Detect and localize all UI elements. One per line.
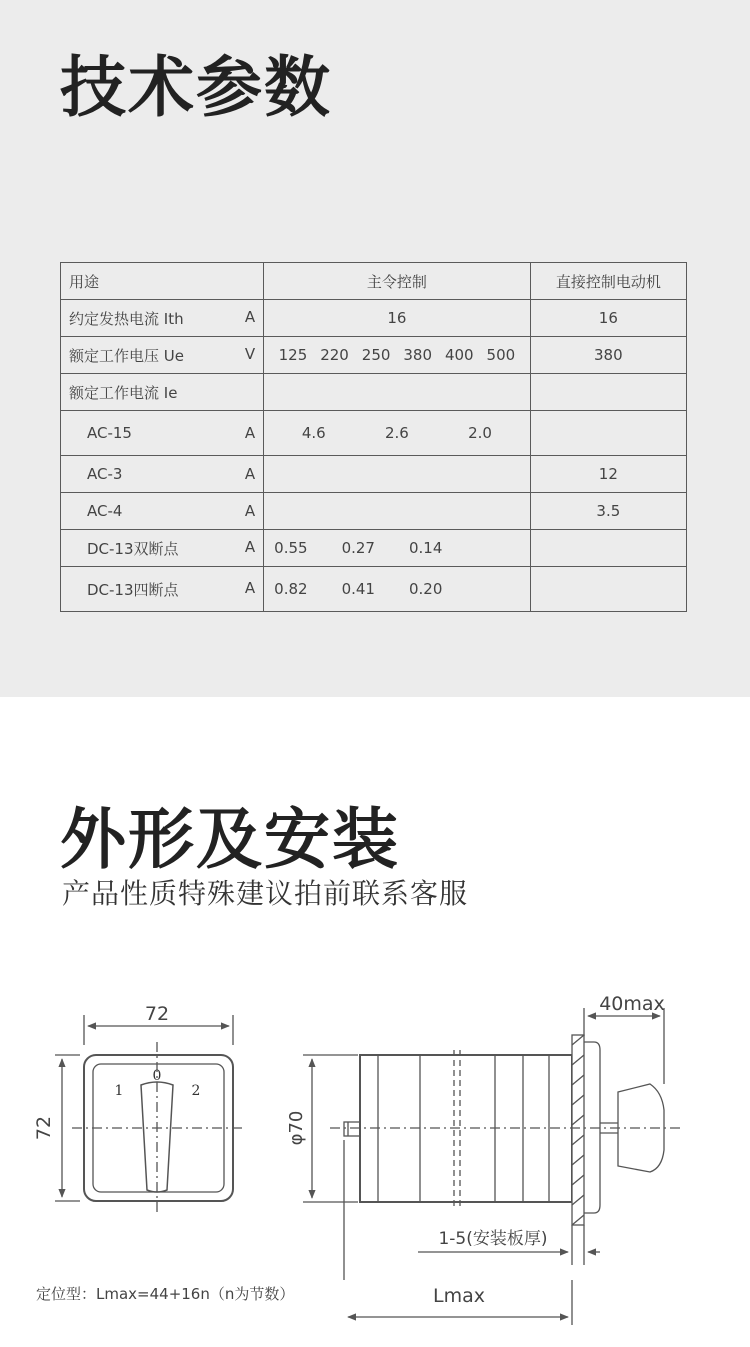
cell-value: 0.41 xyxy=(341,580,375,598)
cell-value: 380 xyxy=(403,346,433,364)
header-usage: 用途 xyxy=(61,263,264,300)
dimension-drawing xyxy=(0,980,750,1280)
table-row-dc13-double xyxy=(61,530,687,567)
cell-value: 500 xyxy=(486,346,516,364)
table-row-ac3 xyxy=(61,456,687,493)
row-unit: A xyxy=(244,502,256,520)
cell-motor: 3.5 xyxy=(530,493,686,530)
cell-motor xyxy=(530,530,686,567)
row-unit: A xyxy=(244,465,256,483)
table-row-ac15 xyxy=(61,411,687,456)
switch-position-0: 0 xyxy=(152,1068,162,1084)
section-subtitle: 产品性质特殊建议拍前联系客服 xyxy=(62,877,469,910)
table-row-ith xyxy=(61,300,687,337)
dim-diameter: φ70 xyxy=(286,1110,307,1146)
cell-main: 16 xyxy=(264,300,531,337)
cell-value: 0.82 xyxy=(274,580,308,598)
cell-motor xyxy=(530,411,686,456)
table-row-ie xyxy=(61,374,687,411)
header-main-control: 主令控制 xyxy=(264,263,531,300)
table-row-dc13-quad xyxy=(61,567,687,612)
cell-value: 250 xyxy=(361,346,391,364)
row-label: AC-15 xyxy=(87,424,132,442)
cell-main xyxy=(264,493,531,530)
row-label: 额定工作电压 Ue xyxy=(69,346,184,365)
switch-position-2: 2 xyxy=(191,1083,201,1099)
table-header-row xyxy=(61,263,687,300)
row-unit: A xyxy=(244,307,256,326)
cell-value: 125 xyxy=(278,346,308,364)
row-label: 约定发热电流 Ith xyxy=(69,309,184,328)
dim-length-max: Lmax xyxy=(433,1285,485,1307)
cell-main xyxy=(264,374,531,411)
dim-front-height: 72 xyxy=(33,1115,55,1141)
row-unit: A xyxy=(244,578,256,597)
cell-motor xyxy=(530,567,686,612)
cell-motor: 12 xyxy=(530,456,686,493)
positioning-note: 定位型：Lmax=44+16n（n为节数） xyxy=(36,1285,295,1303)
cell-value: 2.6 xyxy=(384,424,409,442)
table-row-ue xyxy=(61,337,687,374)
row-unit: V xyxy=(244,344,256,363)
row-label: 额定工作电流 Ie xyxy=(69,383,178,402)
table-row-ac4 xyxy=(61,493,687,530)
section-title-tech-params: 技术参数 xyxy=(60,49,332,126)
cell-value: 0.14 xyxy=(408,539,443,557)
dim-panel-thickness: 1-5(安装板厚) xyxy=(438,1229,548,1249)
cell-value: 0.20 xyxy=(408,580,443,598)
row-label: DC-13双断点 xyxy=(87,539,179,558)
section-title-dimensions: 外形及安装 xyxy=(60,801,400,878)
header-motor-control: 直接控制电动机 xyxy=(530,263,686,300)
row-label: AC-3 xyxy=(87,465,123,483)
switch-position-1: 1 xyxy=(114,1083,124,1099)
dim-front-width: 72 xyxy=(144,1003,170,1025)
cell-main xyxy=(264,456,531,493)
row-label: DC-13四断点 xyxy=(87,580,179,599)
dim-depth-max: 40max xyxy=(599,993,665,1015)
row-label: AC-4 xyxy=(87,502,123,520)
cell-motor: 16 xyxy=(530,300,686,337)
cell-value: 220 xyxy=(320,346,349,364)
row-unit: A xyxy=(244,424,256,442)
cell-value: 4.6 xyxy=(301,424,326,442)
cell-motor xyxy=(530,374,686,411)
cell-motor: 380 xyxy=(530,337,686,374)
cell-value: 400 xyxy=(444,346,474,364)
cell-value: 2.0 xyxy=(468,424,492,442)
cell-value: 0.27 xyxy=(341,539,375,557)
row-unit: A xyxy=(244,537,256,556)
tech-params-table xyxy=(60,262,687,612)
cell-value: 0.55 xyxy=(274,539,308,557)
